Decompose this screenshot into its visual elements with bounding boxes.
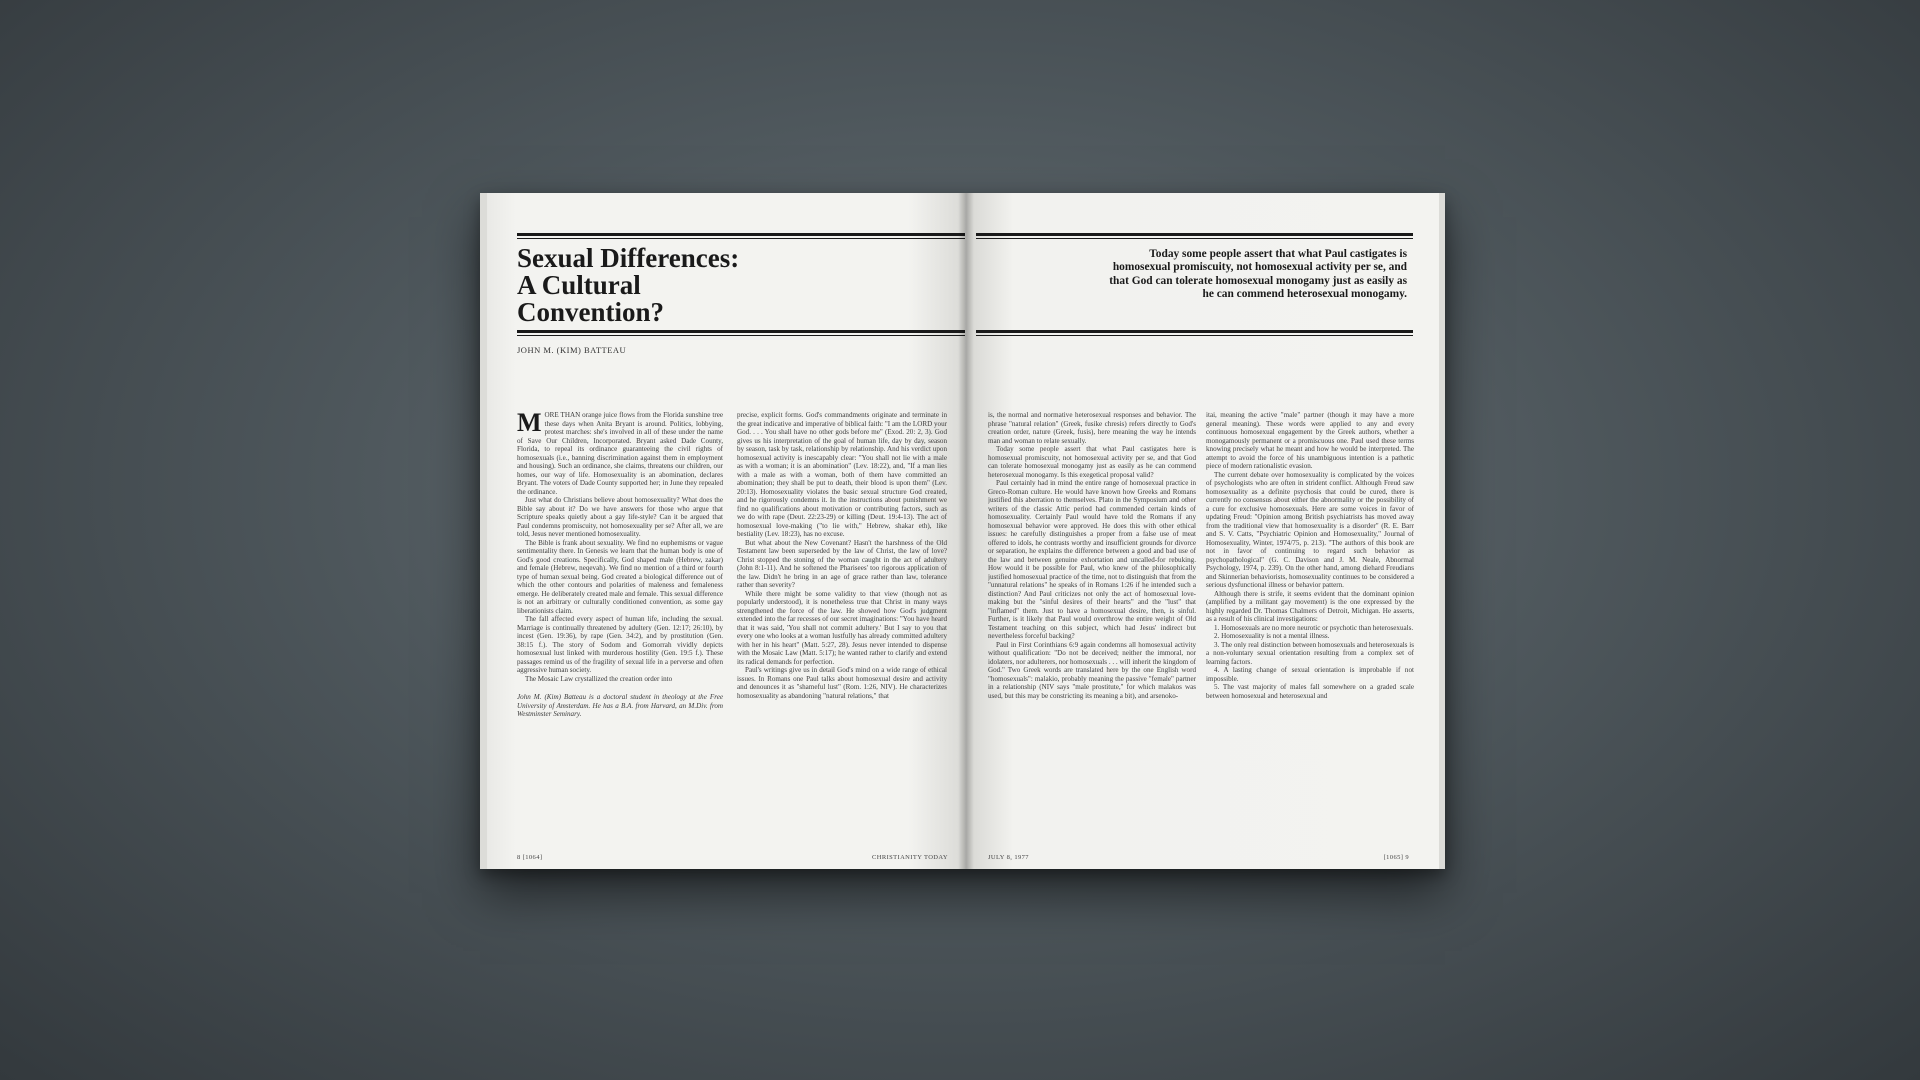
pullquote-rule [976,330,1413,333]
paragraph: Paul certainly had in mind the entire range of homosexual practice in Greco-Roman culture. He would have known how Greeks and Romans justified this aberration to themselves. Plato in the Symposium and other writers of the classic Attic period had commended certain kinds of homosexuality. Certainly Paul would have told the Romans if any homosexual behavior were approved. He does this with other ethical issues: he carefully distinguishes a proper from a false use of meat offered to idols, he contrasts worthy and insufficient grounds for divorce or separation, he explains the difference between a good and bad use of the law and between genuine exhortation and uncalled-for rebuking. How would it be possible for Paul, who knew of the philosophically justified homosexual practice of the time, not to distinguish that from the "unnatural relations" he speaks of in Romans 1:26 if he intended such a distinction? And Paul criticizes not only the act of homosexual love-making but the "sinful desires of their hearts" and the "lust" that "inflamed" them. Just to have a homosexual desire, then, is sinful. Further, is it likely that Paul would overthrow the entire weight of Old Testament teaching on this subject, which had Jesus' indirect but nevertheless forceful backing? [988,479,1196,640]
paragraph: The fall affected every aspect of human life, including the sexual. Marriage is continually threatened by adultery (Gen. 12:17; 26:10), by incest (Gen. 19:36), by rape (Gen. 34:2), and by prostitution (Gen. 38:15 f.). The story of Sodom and Gomorrah vividly depicts homosexual lust linked with murderous hostility (Gen. 19:5 f.). These passages remind us of the fragility of sexual life in a perverse and often aggressive human society. [517,615,723,674]
left-page [480,193,966,869]
paragraph: The current debate over homosexuality is complicated by the voices of psychologists who are often in strident conflict. Although Freud saw homosexuality as a definite psychosis that could be cured, there is currently no consensus about either the abnormality or the possibility of a cure for exclusive homosexuals. Here are some voices in favor of updating Freud: "Opinion among British psychiatrists has moved away from the traditional view that homosexuality is a disorder" (R. E. Barr and S. V. Catts, "Psychiatric Opinion and Homosexuality," Journal of Homosexuality, Winter, 1974/75, p. 213). "The authors of this book are not in favor of continuing to regard such behavior as psychopathological" (G. C. Davison and J. M. Neale, Abnormal Psychology, 1974, p. 239). On the other hand, among diehard Freudians and Skinnerian behaviorists, homosexuality continues to be considered a serious dysfunctional illness or behavior pattern. [1206,470,1414,589]
paragraph: Paul's writings give us in detail God's mind on a wide range of ethical issues. In Romans one Paul talks about homosexual desire and activity and denounces it as "shameful lust" (Rom. 1:26, NIV). He characterizes homosexuality as abandoning "natural relations," that [737,666,947,700]
list-item: 1. Homosexuals are no more neurotic or psychotic than heterosexuals. [1214,623,1414,632]
pullquote-rule-thin [976,335,1413,336]
paragraph: precise, explicit forms. God's commandments originate and terminate in the great indicative and imperative of biblical faith: "I am the LORD your God. . . . You shall have no other gods before me" (Exod. 20: 2, 3). God gives us his interpretation of the goal of human life, day by day, season by season, task by task, relationship by relationship. And his verdict upon homosexual activity is inescapably clear: "You shall not lie with a male as with a woman; it is an abomination" (Lev. 18:22), and, "If a man lies with a male as with a woman, both of them have committed an abomination; they shall be put to death, their blood is upon them" (Lev. 20:13). Homosexuality violates the basic sexual structure God created, and he rigorously condemns it. In the instructions about punishment we find no qualifications about motivation or contributing factors, such as we do with rape (Deut. 22:23-29) or killing (Deut. 19:4-13). The act of homosexual love-making ("to lie with," Hebrew, shakar eth), like bestiality (Lev. 18:23), has no excuse. [737,411,947,538]
paragraph: itai, meaning the active "male" partner (though it may have a more general meaning). These words were applied to any and every continuous homosexual engagement by the Greek authors, whether a monogamously permanent or a promiscuous one. Paul used these terms knowing precisely what he meant and how he would be interpreted. The attempt to avoid the force of his unambiguous intention is a pathetic piece of modern rationalistic evasion. [1206,411,1414,470]
header-rule [976,233,1413,236]
magazine-name: CHRISTIANITY TODAY [872,854,948,861]
column-4 [1206,411,1414,849]
paragraph: The Mosaic Law crystallized the creation order into [525,674,673,683]
header-rule [517,233,965,236]
column-2 [737,411,947,849]
list-item: 3. The only real distinction between homosexuals and heterosexuals is a non-voluntary sexual orientation resulting from a complex set of learning factors. [1206,640,1414,666]
paragraph: While there might be some validity to that view (though not as popularly understood), it is nonetheless true that Christ in many ways strengthened the force of the law. He showed how God's judgment extended into the far recesses of our secret imaginations: "You have heard that it was said, 'You shall not commit adultery.' But I say to you that every one who looks at a woman lustfully has already committed adultery with her in his heart" (Matt. 5:27, 28). Jesus never intended to dispense with the Mosaic Law (Matt. 5:17); he wanted rather to clarify and extend its radical demands for perfection. [737,589,947,666]
paragraph: Just what do Christians believe about homosexuality? What does the Bible say about it? Do we have answers for those who argue that Scripture speaks quietly about a gay life-style? Can it be argued that Paul condemns promiscuity, not homosexuality per se? After all, we are told, Jesus never mentioned homosexuality. [517,496,723,538]
author-bio: John M. (Kim) Batteau is a doctoral student in theology at the Free University of Amsterdam. He has a B.A. from Harvard, an M.Div. from Westminster Seminary. [517,693,723,718]
title-rule-thin [517,335,965,336]
paragraph: Today some people assert that what Paul castigates here is homosexual promiscuity, not homosexual activity per se, and that God can tolerate homosexual monogamy just as easily as he can commend heterosexual monogamy. Is this exegetical proposal valid? [988,445,1196,479]
paragraph: Paul in First Corinthians 6:9 again condemns all homosexual activity without qualification: "Do not be deceived; neither the immoral, nor idolaters, nor adulterers, nor homosexuals . . . will inherit the kingdom of God." Two Greek words are translated here by the one English word "homosexuals": malakio, probably meaning the passive "female" partner in a relationship (NIV says "male prostitute," for which malakos was used, but this may be constricting its meaning a bit), and arsenoko- [988,640,1196,700]
article-title: Sexual Differences: A Cultural Convention? [517,243,740,327]
column-3 [988,411,1196,849]
right-page [966,193,1445,869]
pull-quote: Today some people assert that what Paul castigates is homosexual promiscuity, not homosexual activity per se, and that God can tolerate homosexual monogamy just as easily as he can commend heterosexual monogamy. [1109,248,1407,300]
page-number-right: [1065] 9 [1383,854,1409,861]
header-rule-thin [976,238,1413,239]
list-item: 5. The vast majority of males fall somewhere on a graded scale between homosexual and heterosexual and [1206,683,1414,700]
issue-date: JULY 8, 1977 [988,854,1029,861]
paragraph: ORE THAN orange juice flows from the Florida sunshine tree these days when Anita Bryant is around. Politics, lobbying, protest marches: she's involved in all of these under the name of Save Our Children, Incorporated. Bryant asked Dade County, Florida, to repeal its ordinance guaranteeing the civil rights of homosexuals (i.e., banning discrimination against them in employment and housing). Such an ordinance, she claims, threatens our children, our homes, our way of life. Homosexuality is an abomination, declares Bryant. The voters of Dade County supported her; in June they repealed the ordinance. [517,411,723,496]
article-author: JOHN M. (KIM) BATTEAU [517,345,627,355]
spine-gutter [958,193,974,869]
paragraph: is, the normal and normative heterosexual responses and behavior. The phrase "natural relation" (Greek, fusike chresis) refers directly to God's creation order, nature (Greek, fusis), here meaning the way he intends man and woman to relate sexually. [988,411,1196,445]
paragraph: But what about the New Covenant? Hasn't the harshness of the Old Testament law been superseded by the law of Christ, the law of love? Christ stopped the stoning of the woman caught in the act of adultery (John 8:1-11). And he softened the Pharisees' too rigorous application of the law. Didn't he bring in an age of grace rather than law, tolerance rather than severity? [737,538,947,589]
page-number-left: 8 [1064] [517,854,543,861]
header-rule-thin [517,238,965,239]
list-item: 4. A lasting change of sexual orientation is improbable if not impossible. [1206,666,1414,683]
magazine-spread [480,193,1445,869]
column-1 [517,411,723,833]
drop-cap: M [517,411,542,437]
paragraph: The Bible is frank about sexuality. We find no euphemisms or vague sentimentality there. In Genesis we learn that the human body is one of God's good creations. Specifically, God shaped male (Hebrew, zakar) and female (Hebrew, neqevah). We find no mention of a third or fourth type of human sexual being. God created a biological difference out of which the other contours and polarities of maleness and femaleness emerge. He deliberately created male and female. This sexual difference is not an arbitrary or culturally conditioned convention, as some gay liberationists claim. [517,538,723,615]
title-rule [517,330,965,333]
list-item: 2. Homosexuality is not a mental illness. [1214,632,1330,640]
paragraph: Although there is strife, it seems evident that the dominant opinion (amplified by a militant gay movement) is the one expressed by the highly regarded Dr. Thomas Chalmers of Detroit, Michigan. He asserts, as a result of his clinical investigations: [1206,589,1414,623]
